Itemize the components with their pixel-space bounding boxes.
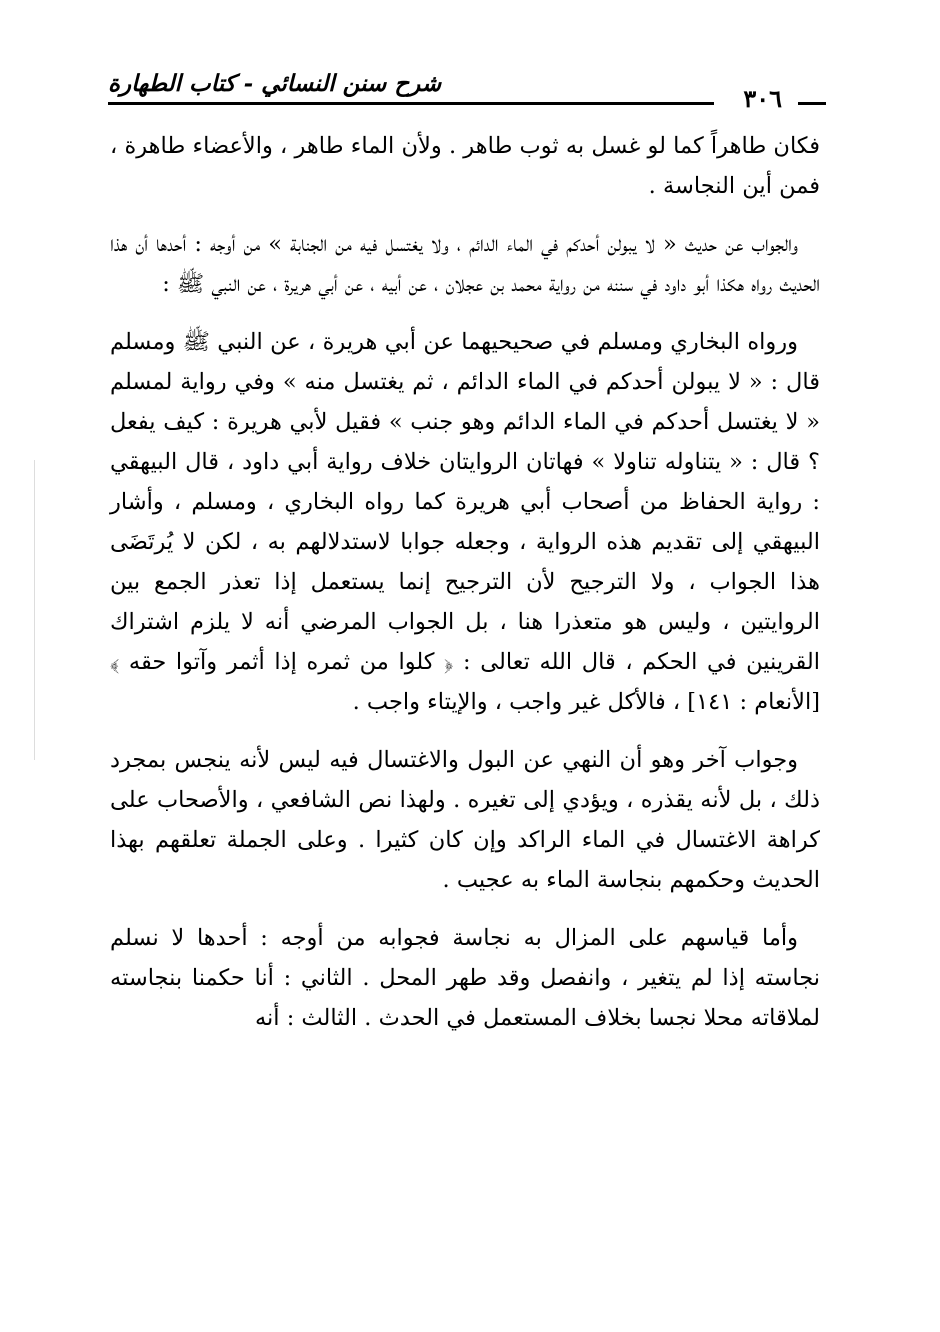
- page-number: ٣٠٦: [737, 84, 788, 113]
- header-rule-short: [798, 102, 826, 105]
- paragraph-5: وأما قياسهم على المزال به نجاسة فجوابه من أوجه : أحدها لا نسلم نجاسته إذا لم يتغير ، وانفصل وقد طهر المحل . الثاني : أنا حكمنا بنجاسته لملاقاته محلا نجسا بخلاف المستعمل في الحدث . الثالث : أنه: [110, 925, 820, 1031]
- paragraph-1: فكان طاهراً كما لو غسل به ثوب طاهر . ولأن الماء طاهر ، والأعضاء طاهرة ، فمن أين النجاسة .: [110, 133, 820, 199]
- body-text: [110, 126, 820, 1056]
- running-header: [108, 66, 826, 113]
- paragraph-3: ورواه البخاري ومسلم في صحيحيهما عن أبي هريرة ، عن النبي ﷺ ومسلم قال : « لا يبولن أحدكم في الماء الدائم ، ثم يغتسل منه » وفي رواية لمسلم « لا يغتسل أحدكم في الماء الدائم وهو جنب » فقيل لأبي هريرة : كيف يفعل ؟ قال : « يتناوله تناولا » فهاتان الروايتان خلاف رواية أبي داود ، قال البيهقي : رواية الحفاظ من أصحاب أبي هريرة كما رواه البخاري ، ومسلم ، وأشار البيهقي إلى تقديم هذه الرواية ، وجعله جوابا لاستدلالهم به ، لكن لا يُرتَضَى هذا الجواب ، ولا الترجيح لأن الترجيح إنما يستعمل إذا تعذر الجمع بين الروايتين ، وليس هو متعذرا هنا ، بل الجواب المرضي أنه لا يلزم اشتراك القرينين في الحكم ، قال الله تعالى : ﴿ كلوا من ثمره إذا أثمر وآتوا حقه ﴾ [الأنعام : ١٤١] ، فالأكل غير واجب ، والإيتاء واجب .: [110, 329, 820, 715]
- scan-margin-line: [34, 460, 35, 760]
- paragraph-4: وجواب آخر وهو أن النهي عن البول والاغتسال فيه ليس لأنه ينجس بمجرد ذلك ، بل لأنه يقذره ، ويؤدي إلى تغيره . ولهذا نص الشافعي ، والأصحاب على كراهة الاغتسال في الماء الراكد وإن كان كثيرا . وعلى الجملة تعلقهم بهذا الحديث وحكمهم بنجاسة الماء به عجيب .: [110, 747, 820, 893]
- header-title: شرح سنن النسائي - كتاب الطهارة: [108, 70, 442, 97]
- paragraph-2: والجواب عن حديث « لا يبولن أحدكم في الماء الدائم ، ولا يغتسل فيه من الجنابة » من أوجه : أحدها أن هذا الحديث رواه هكذا أبو داود في سننه من رواية محمد بن عجلان ، عن أبيه ، عن أبي هريرة ، عن النبي ﷺ :: [110, 231, 820, 297]
- header-rule: [108, 102, 714, 105]
